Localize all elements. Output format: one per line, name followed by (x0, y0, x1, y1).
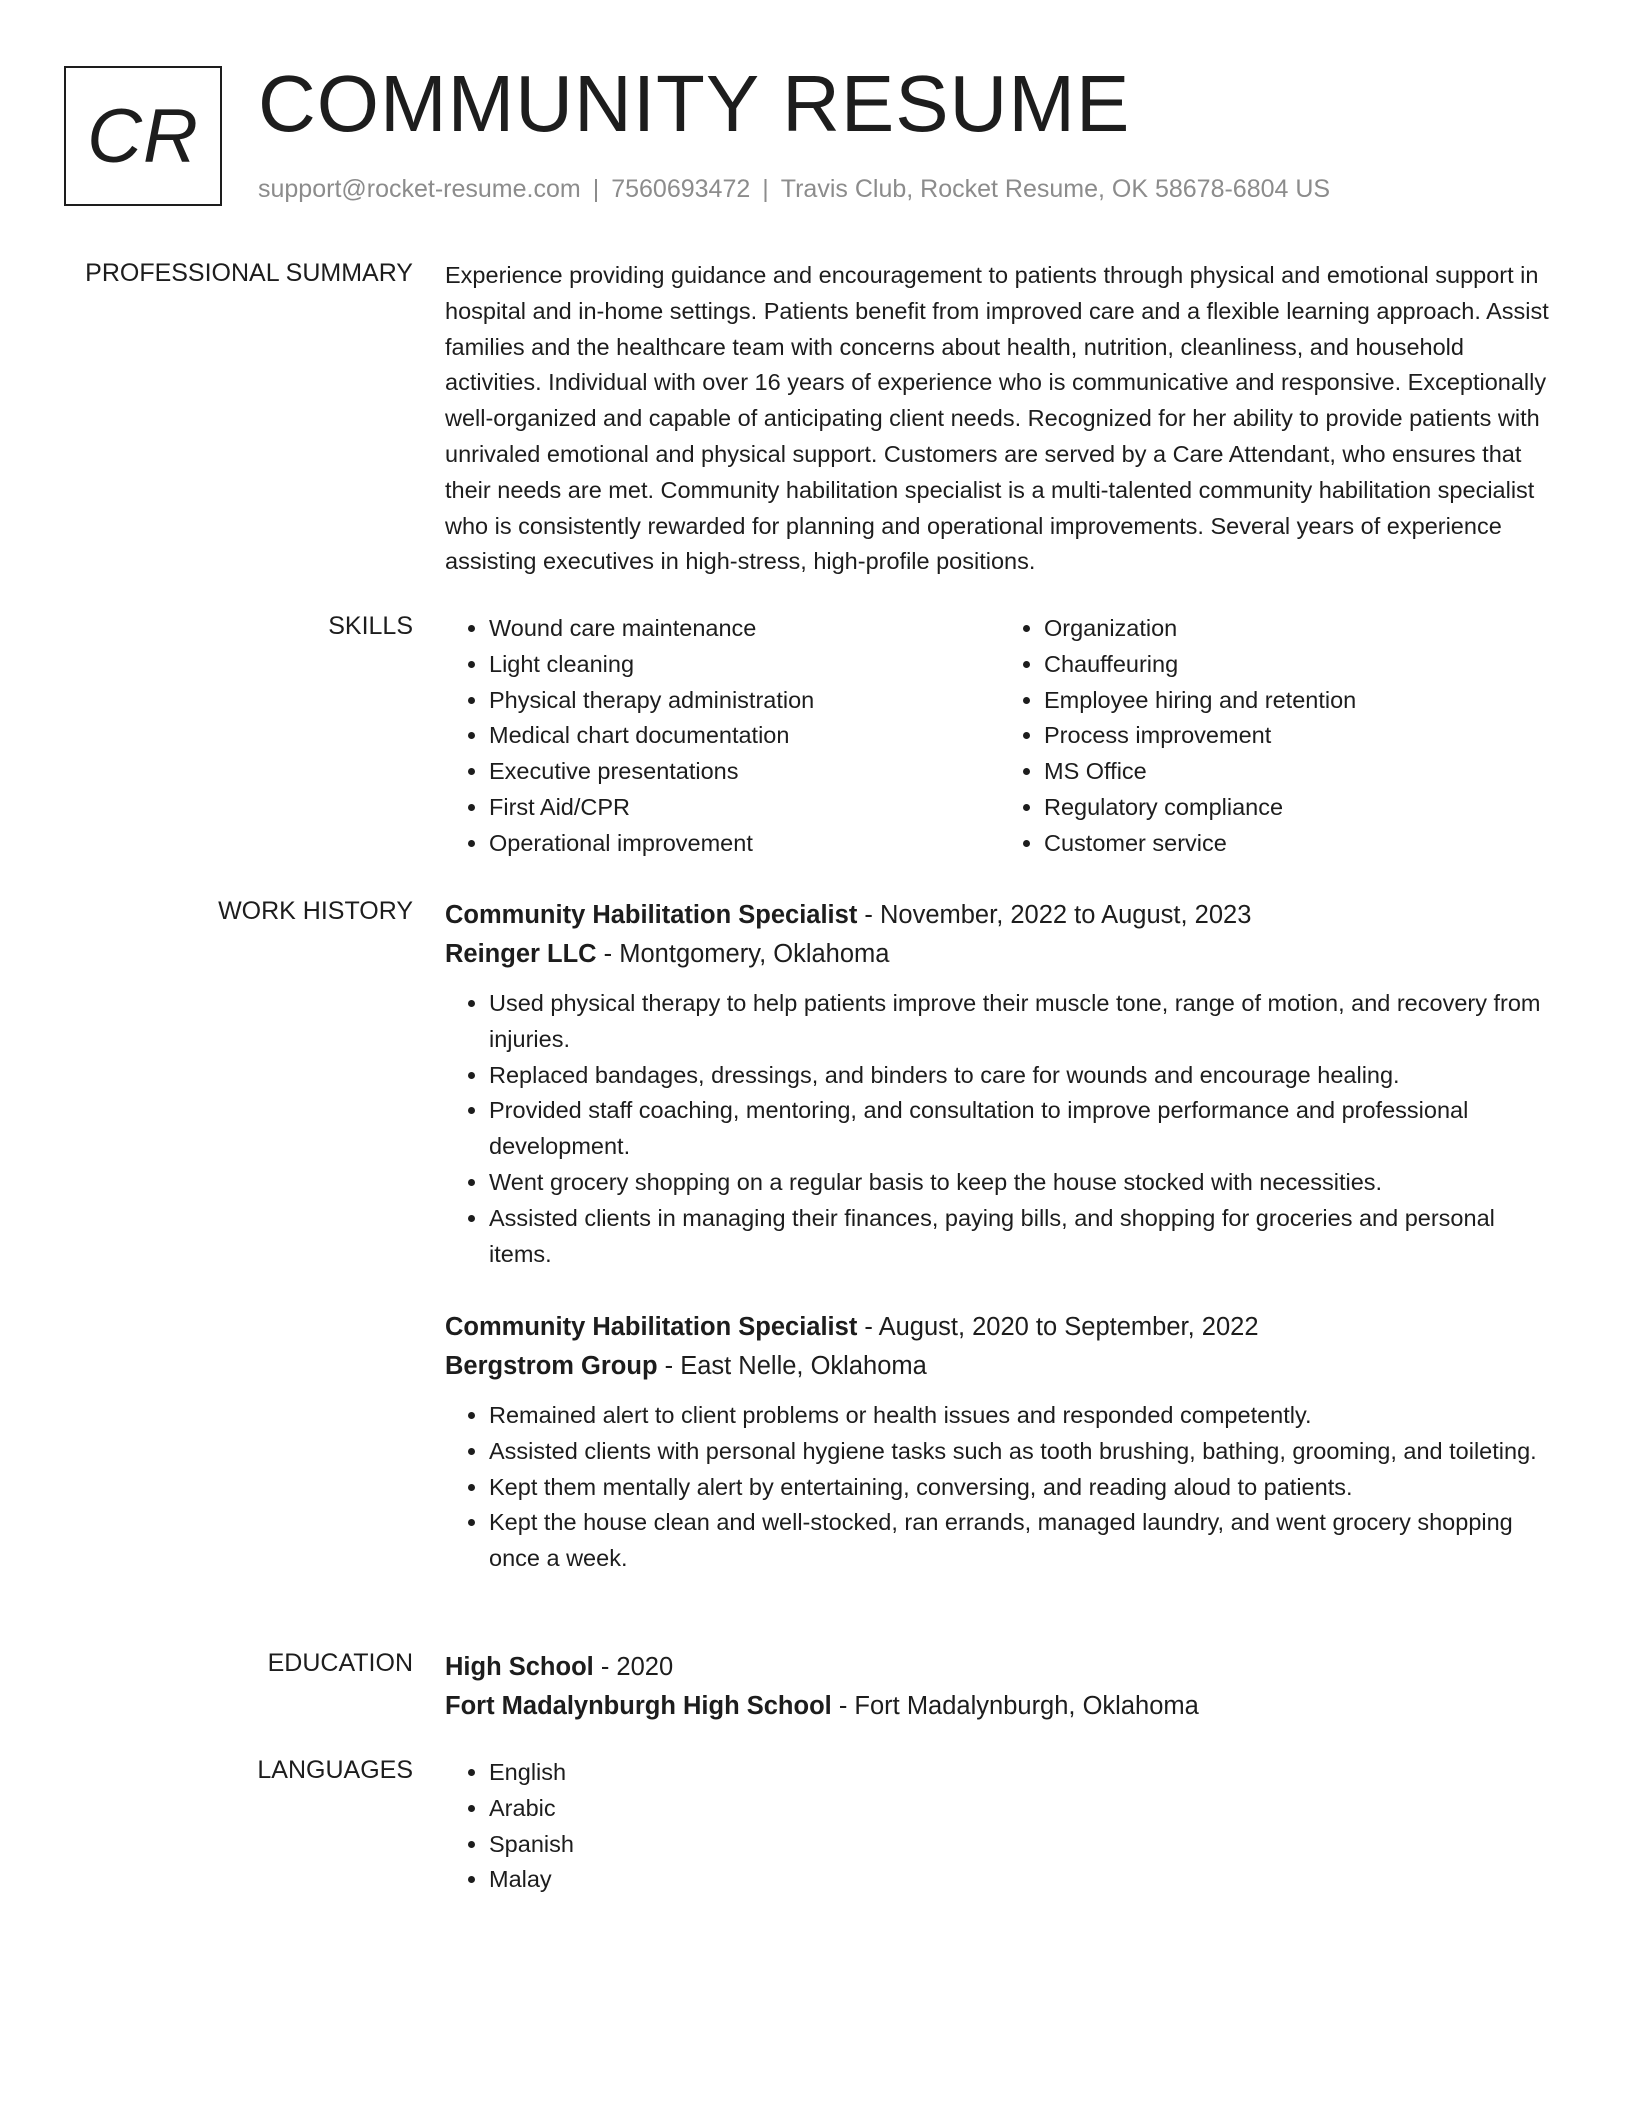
job-bullet: • Assisted clients in managing their finances, paying bills, and shopping for groceries and personal items. (489, 1201, 1555, 1273)
job-company: Reinger LLC (445, 940, 597, 968)
language-item: • Malay (489, 1862, 1555, 1898)
education-school-line (445, 1687, 1555, 1726)
job-bullet: • Remained alert to client problems or health issues and responded competently. (489, 1398, 1555, 1434)
job-entry (445, 1308, 1555, 1577)
languages-heading: LANGUAGES (257, 1756, 413, 1784)
language-item: • Spanish (489, 1827, 1555, 1863)
contact-address: Travis Club, Rocket Resume, OK 58678-6804 US (780, 175, 1331, 203)
job-bullet: • Used physical therapy to help patients improve their muscle tone, range of motion, and recovery from injuries. (489, 986, 1555, 1058)
languages-list (445, 1755, 1555, 1898)
skill-item: • Regulatory compliance (1044, 790, 1555, 826)
contact-email: support@rocket-resume.com (258, 175, 581, 203)
education-degree-line (445, 1648, 1555, 1687)
work-heading: WORK HISTORY (218, 897, 413, 925)
job-bullet-list (445, 1398, 1555, 1577)
education-heading: EDUCATION (267, 1649, 413, 1677)
contact-separator: | (762, 175, 769, 203)
skill-item: • Employee hiring and retention (1044, 683, 1555, 719)
skills-list-left (445, 611, 1000, 862)
job-entry (445, 896, 1555, 1272)
job-dates: - August, 2020 to September, 2022 (857, 1313, 1259, 1341)
language-item: • English (489, 1755, 1555, 1791)
skill-item: • Light cleaning (489, 647, 1000, 683)
job-title-line (445, 896, 1555, 935)
skill-item: • Chauffeuring (1044, 647, 1555, 683)
job-company-line (445, 935, 1555, 974)
skill-item: • MS Office (1044, 754, 1555, 790)
job-bullet: • Kept the house clean and well-stocked, ran errands, managed laundry, and went grocery shopping once a week. (489, 1505, 1555, 1577)
education-degree: High School (445, 1653, 594, 1681)
job-company-line (445, 1347, 1555, 1386)
resume-name: COMMUNITY RESUME (258, 59, 1131, 148)
summary-heading: PROFESSIONAL SUMMARY (85, 259, 413, 287)
contact-line (258, 174, 1330, 204)
contact-phone: 7560693472 (611, 175, 751, 203)
language-item: • Arabic (489, 1791, 1555, 1827)
education-school: Fort Madalynburgh High School (445, 1692, 832, 1720)
skill-item: • Customer service (1044, 826, 1555, 862)
job-dates: - November, 2022 to August, 2023 (857, 901, 1252, 929)
skills-list-right (1000, 611, 1555, 862)
skill-item: • Wound care maintenance (489, 611, 1000, 647)
job-bullet: • Kept them mentally alert by entertaining, conversing, and reading aloud to patients. (489, 1470, 1555, 1506)
contact-separator: | (592, 175, 600, 203)
job-role: Community Habilitation Specialist (445, 1313, 858, 1341)
skill-item: • Physical therapy administration (489, 683, 1000, 719)
job-bullet-list (445, 986, 1555, 1272)
skill-item: • Executive presentations (489, 754, 1000, 790)
skills-heading: SKILLS (328, 612, 413, 640)
job-location: - East Nelle, Oklahoma (657, 1352, 927, 1380)
skill-item: • First Aid/CPR (489, 790, 1000, 826)
job-bullet: • Replaced bandages, dressings, and binders to care for wounds and encourage healing. (489, 1058, 1555, 1094)
skill-item: • Operational improvement (489, 826, 1000, 862)
education-location: - Fort Madalynburgh, Oklahoma (831, 1692, 1199, 1720)
summary-text: Experience providing guidance and encouragement to patients through physical and emotional support in hospital and in-home settings. Patients benefit from improved care and a flexible learning approach. Assist families and the healthcare team with concerns about health, nutrition, cleanliness, and household activities. Individual with over 16 years of experience who is communicative and responsive. Exceptionally well-organized and capable of anticipating client needs. Recognized for her ability to provide patients with unrivaled emotional and physical support. Customers are served by a Care Attendant, who ensures that their needs are met. Community habilitation specialist is a multi-talented community habilitation specialist who is consistently rewarded for planning and operational improvements. Several years of experience assisting executives in high-stress, high-profile positions. (445, 262, 1549, 575)
monogram-badge: CR (64, 66, 222, 206)
job-bullet: • Provided staff coaching, mentoring, and consultation to improve performance and professional development. (489, 1093, 1555, 1165)
skill-item: • Process improvement (1044, 718, 1555, 754)
job-title-line (445, 1308, 1555, 1347)
job-bullet: • Assisted clients with personal hygiene tasks such as tooth brushing, bathing, grooming, and toileting. (489, 1434, 1555, 1470)
job-role: Community Habilitation Specialist (445, 901, 858, 929)
education-year: - 2020 (593, 1653, 674, 1681)
job-company: Bergstrom Group (445, 1352, 658, 1380)
skill-item: • Medical chart documentation (489, 718, 1000, 754)
job-bullet: • Went grocery shopping on a regular basis to keep the house stocked with necessities. (489, 1165, 1555, 1201)
skill-item: • Organization (1044, 611, 1555, 647)
job-location: - Montgomery, Oklahoma (596, 940, 890, 968)
